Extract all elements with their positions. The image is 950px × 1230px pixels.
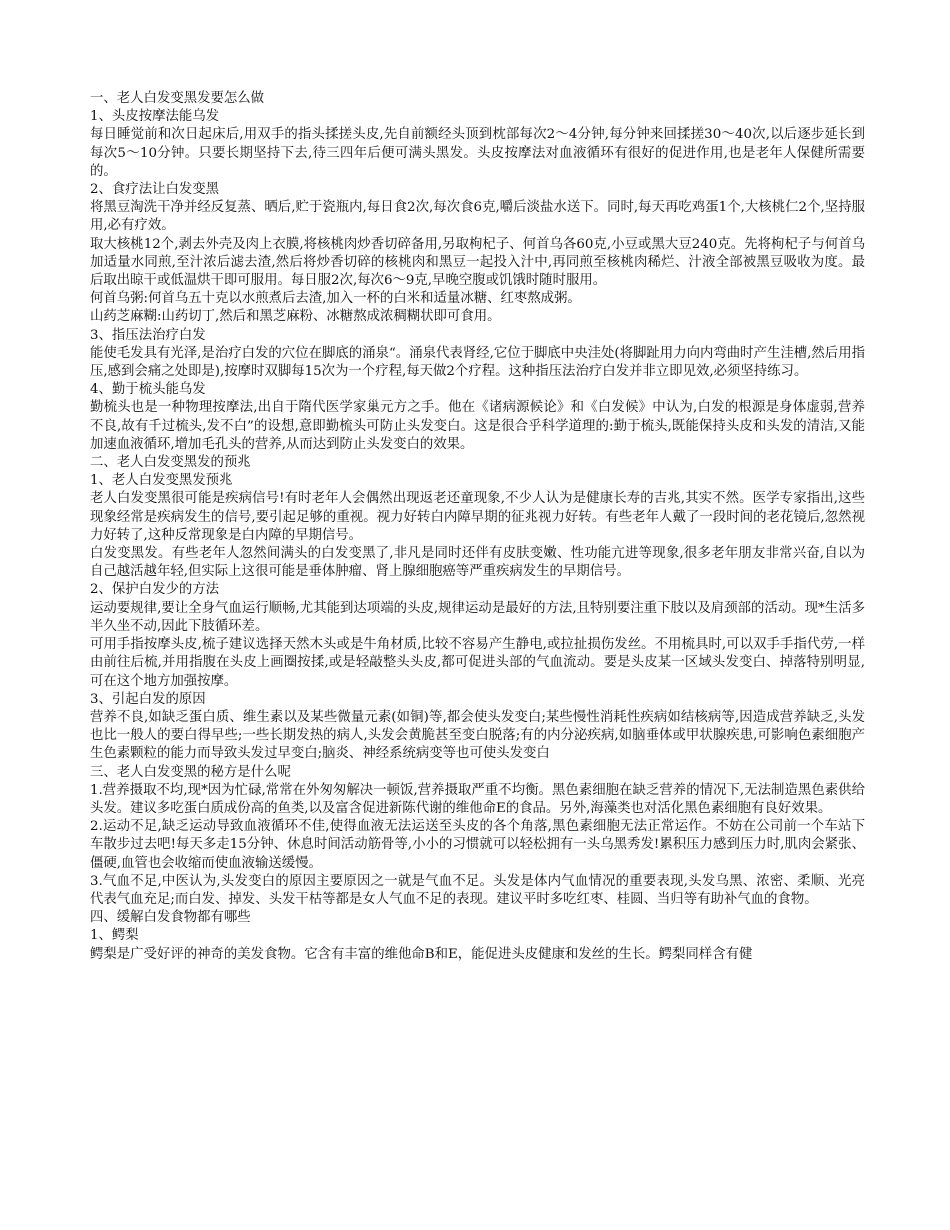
paragraph: 何首乌粥:何首乌五十克以水煎煮后去渣,加入一杯的白米和适量冰糖、红枣熬成粥。: [90, 291, 581, 307]
subheading-2-2: 2、保护白发少的方法: [90, 582, 220, 598]
paragraph: 勤梳头也是一种物理按摩法,出自于隋代医学家巢元方之手。他在《诸病源候论》和《白发候》中认为,白发的根源是身体虚弱,营养不良,故有千过梳头,发不白”的设想,意即勤梳头可防止头发变白。这是很合乎科学道理的:勤于梳头,既能保持头皮和头发的清洁,又能加速血液循环,增加毛孔头的营养,从而达到防止头发变白的效果。: [90, 400, 865, 452]
paragraph: 每日睡觉前和次日起床后,用双手的指头揉搓头皮,先自前额经头顶到枕部每次2～4分钟,每分钟来回揉搓30～40次,以后逐步延长到每次5～10分钟。只要长期坚持下去,待三四年后便可满头黑发。头皮按摩法对血液循环有很好的促进作用,也是老年人保健所需要的。: [90, 127, 865, 179]
paragraph: 山药芝麻糊:山药切丁,然后和黑芝麻粉、冰糖熬成浓稠糊状即可食用。: [90, 309, 501, 325]
paragraph: 运动要规律,要让全身气血运行顺畅,尤其能到达项端的头皮,规律运动是最好的方法,且特别要注重下肢以及肩颈部的活动。现*生活多半久坐不动,因此下肢循环差。: [90, 600, 865, 634]
paragraph: 取大核桃12个,剥去外壳及肉上衣膜,将核桃肉炒香切碎备用,另取枸杞子、何首乌各60克,小豆或黑大豆240克。先将枸杞子与何首乌加适量水同煎,至汁浓后滤去渣,然后将炒香切碎的核桃肉和黑豆一起投入汁中,再同煎至核桃肉稀烂、汁液全部被黑豆吸收为度。最后取出晾干或低温烘干即可服用。每日服2次,每次6～9克,早晚空腹或饥饿时随时服用。: [90, 236, 865, 289]
section-heading-3: 三、老人白发变黑的秘方是什么呢: [90, 764, 291, 780]
subheading-2-1: 1、老人白发变黑发预兆: [90, 473, 233, 489]
section-heading-2: 二、老人白发变黑发的预兆: [90, 455, 251, 471]
paragraph: 营养不良,如缺乏蛋白质、维生素以及某些微量元素(如铜)等,都会使头发变白;某些慢性消耗性疾病如结核病等,因造成营养缺乏,头发也比一般人的要白得早些;一些长期发热的病人,头发会黄脆甚至变白脱落;有的内分泌疾病,如脑垂体或甲状腺疾患,可影响色素细胞产生色素颗粒的能力而导致头发过早变白;脑炎、神经系统病变等也可使头发变白: [90, 709, 865, 762]
paragraph: 能使毛发具有光泽,是治疗白发的穴位在脚底的涌泉“。涌泉代表肾经,它位于脚底中央洼处(将脚趾用力向内弯曲时产生洼槽,然后用指压,感到会痛之处即是),按摩时双脚每15次为一个疗程,每天做2个疗程。这种指压法治疗白发并非立即见效,必须坚持练习。: [90, 345, 865, 380]
subheading-1-4: 4、勤于梳头能乌发: [90, 382, 206, 398]
paragraph: 白发变黑发。有些老年人忽然间满头的白发变黑了,非凡是同时还伴有皮肤变嫩、性功能亢进等现象,很多老年朋友非常兴奋,自以为自己越活越年轻,但实际上这很可能是垂体肿瘤、肾上腺细胞癌等严重疾病发生的早期信号。: [90, 546, 865, 580]
section-heading-4: 四、缓解白发食物都有哪些: [90, 910, 251, 926]
paragraph: 将黑豆淘洗干净并经反复蒸、晒后,贮于瓷瓶内,每日食2次,每次食6克,嚼后淡盐水送下。同时,每天再吃鸡蛋1个,大核桃仁2个,坚持服用,必有疗效。: [90, 200, 865, 234]
section-heading-1: 一、老人白发变黑发要怎么做: [90, 91, 265, 106]
subheading-1-1: 1、头皮按摩法能乌发: [90, 109, 220, 125]
paragraph: 2.运动不足,缺乏运动导致血液循环不佳,使得血液无法运送至头皮的各个角落,黑色素细胞无法正常运作。不妨在公司前一个车站下车散步过去吧!每天多走15分钟、休息时间活动筋骨等,小小的习惯就可以轻松拥有一头乌黑秀发!累积压力感到压力时,肌肉会紧张、僵硬,血管也会收缩而使血液输送缓慢。: [90, 819, 865, 871]
document-body: [90, 90, 865, 964]
paragraph: 3.气血不足,中医认为,头发变白的原因主要原因之一就是气血不足。头发是体内气血情况的重要表现,头发乌黑、浓密、柔顺、光亮代表气血充足;而白发、掉发、头发干枯等都是女人气血不足的表现。建议平时多吃红枣、桂圆、当归等有助补气血的食物。: [90, 873, 865, 907]
paragraph: 可用手指按摩头皮,梳子建议选择天然木头或是牛角材质,比较不容易产生静电,或拉扯损伤发丝。不用梳具时,可以双手手指代劳,一样由前往后梳,并用指腹在头皮上画圈按揉,或是轻敲整头头皮,都可促进头部的气血流动。要是头皮某一区域头发变白、掉落特别明显,可在这个地方加强按摩。: [90, 637, 865, 689]
subheading-1-3: 3、指压法治疗白发: [90, 327, 206, 343]
subheading-1-2: 2、食疗法让白发变黑: [90, 182, 220, 198]
paragraph: 老人白发变黑很可能是疾病信号!有时老年人会偶然出现返老还童现象,不少人认为是健康长寿的吉兆,其实不然。医学专家指出,这些现象经常是疾病发生的信号,要引起足够的重视。视力好转白内障早期的征兆视力好转。有些老年人戴了一段时间的老花镜后,忽然视力好转了,这种反常现象是白内障的早期信号。: [90, 491, 865, 543]
paragraph: 1.营养摄取不均,现*因为忙碌,常常在外匆匆解决一顿饭,营养摄取严重不均衡。黑色素细胞在缺乏营养的情况下,无法制造黑色素供给头发。建议多吃蛋白质成份高的鱼类,以及富含促进新陈代谢的维他命E的食品。另外,海藻类也对活化黑色素细胞有良好效果。: [90, 782, 865, 816]
subheading-4-1: 1、鳄梨: [90, 928, 139, 944]
subheading-2-3: 3、引起白发的原因: [90, 691, 206, 707]
paragraph: 鳄梨是广受好评的神奇的美发食物。它含有丰富的维他命B和E，能促进头皮健康和发丝的生长。鳄梨同样含有健: [90, 946, 753, 962]
